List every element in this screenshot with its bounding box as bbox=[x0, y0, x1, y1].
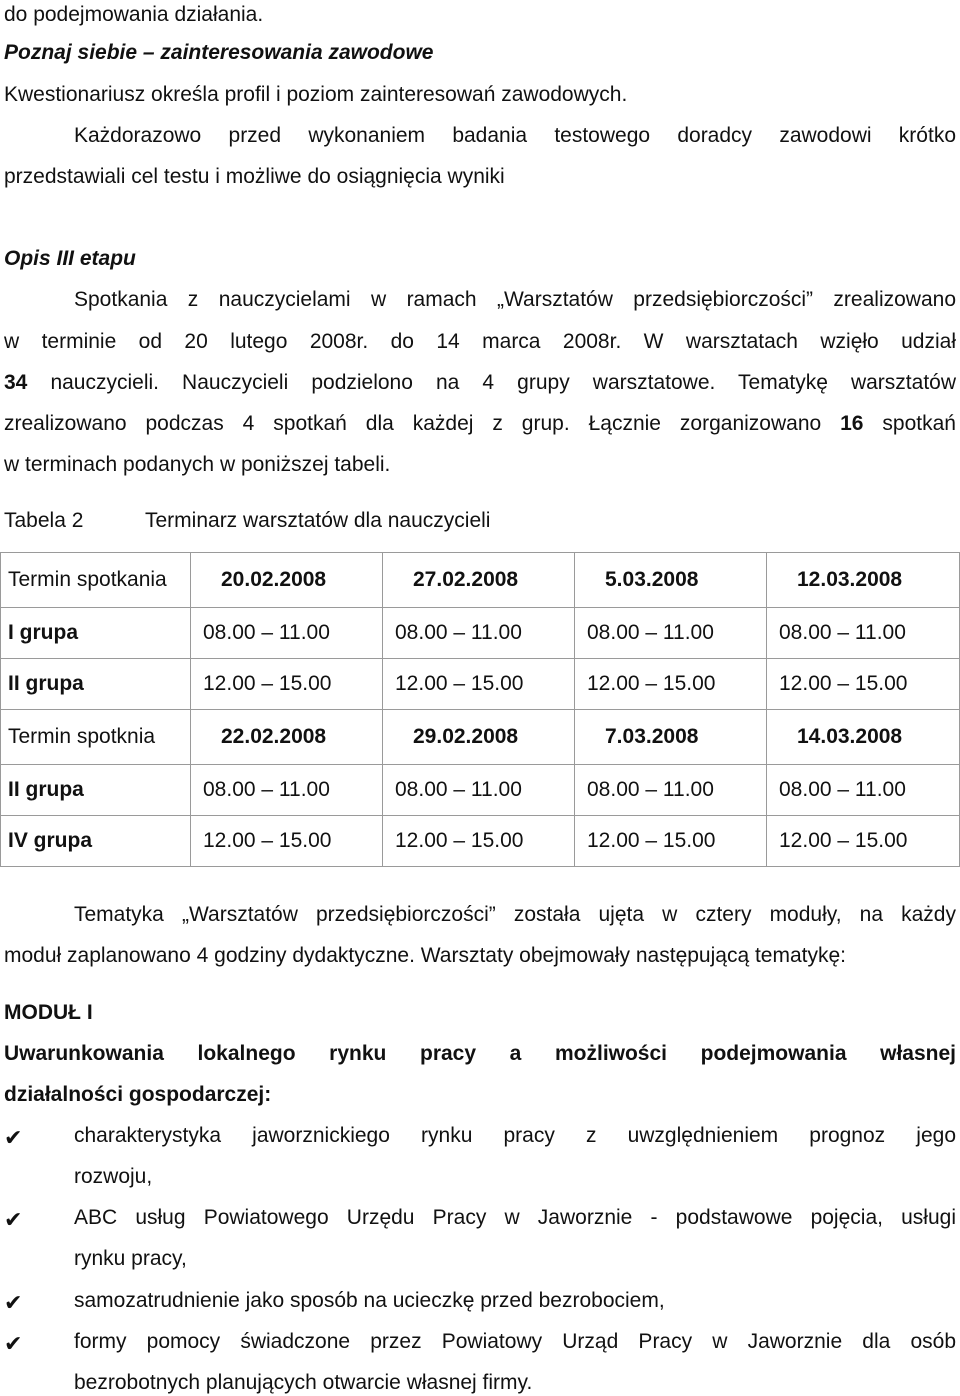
time-cell: 08.00 – 11.00 bbox=[767, 765, 960, 816]
schedule-table bbox=[0, 552, 960, 867]
time-cell: 12.00 – 15.00 bbox=[383, 816, 575, 867]
section-heading-poznaj-siebie: Poznaj siebie – zainteresowania zawodowe bbox=[4, 41, 434, 64]
meeting-count: 16 bbox=[840, 412, 864, 435]
paragraph-line: Tematyka „Warsztatów przedsiębiorczości” została ujęta w cztery moduły, na każdy bbox=[74, 903, 956, 926]
table-row bbox=[1, 816, 960, 867]
time-cell: 12.00 – 15.00 bbox=[383, 659, 575, 710]
text-line: Kwestionariusz określa profil i poziom zainteresowań zawodowych. bbox=[4, 83, 628, 106]
time-cell: 08.00 – 11.00 bbox=[383, 765, 575, 816]
paragraph-line bbox=[4, 370, 956, 396]
time-cell: 12.00 – 15.00 bbox=[191, 659, 383, 710]
bullet-item-text: bezrobotnych planujących otwarcie własnej firmy. bbox=[74, 1371, 533, 1394]
section-heading-etap-3: Opis III etapu bbox=[4, 247, 136, 270]
paragraph-line: w terminach podanych w poniższej tabeli. bbox=[4, 453, 391, 476]
module-title-line: działalności gospodarczej: bbox=[4, 1083, 272, 1106]
paragraph-text: spotkań bbox=[882, 412, 956, 435]
date-cell: 22.02.2008 bbox=[191, 710, 383, 765]
check-bullet-icon: ✔ bbox=[4, 1290, 23, 1315]
date-cell: 14.03.2008 bbox=[767, 710, 960, 765]
check-bullet-icon: ✔ bbox=[4, 1331, 23, 1356]
time-cell: 12.00 – 15.00 bbox=[575, 816, 767, 867]
paragraph-line: w terminie od 20 lutego 2008r. do 14 marca 2008r. W warsztatach wzięło udział bbox=[4, 330, 956, 353]
module-title-line: Uwarunkowania lokalnego rynku pracy a możliwości podejmowania własnej bbox=[4, 1042, 956, 1065]
bullet-item-text: ABC usług Powiatowego Urzędu Pracy w Jaworznie - podstawowe pojęcia, usługi bbox=[74, 1206, 956, 1229]
time-cell: 12.00 – 15.00 bbox=[767, 659, 960, 710]
bullet-item-text: rozwoju, bbox=[74, 1165, 153, 1188]
time-cell: 08.00 – 11.00 bbox=[383, 608, 575, 659]
table-caption-label: Tabela 2 bbox=[4, 509, 84, 532]
time-cell: 08.00 – 11.00 bbox=[191, 608, 383, 659]
table-row bbox=[1, 659, 960, 710]
time-cell: 12.00 – 15.00 bbox=[767, 816, 960, 867]
paragraph-line bbox=[4, 411, 956, 437]
paragraph-text: nauczycieli. Nauczycieli podzielono na 4 grupy warsztatowe. Tematykę warsztatów bbox=[50, 371, 956, 394]
check-bullet-icon: ✔ bbox=[4, 1207, 23, 1232]
time-cell: 08.00 – 11.00 bbox=[767, 608, 960, 659]
date-cell: 7.03.2008 bbox=[575, 710, 767, 765]
check-bullet-icon: ✔ bbox=[4, 1125, 23, 1150]
module-heading: MODUŁ I bbox=[4, 1001, 93, 1024]
bullet-item-text: formy pomocy świadczone przez Powiatowy Urząd Pracy w Jaworznie dla osób bbox=[74, 1330, 956, 1353]
date-cell: 20.02.2008 bbox=[191, 553, 383, 608]
date-cell: 29.02.2008 bbox=[383, 710, 575, 765]
bullet-item-text: rynku pracy, bbox=[74, 1247, 187, 1270]
schedule-table-body bbox=[1, 553, 960, 867]
table-row bbox=[1, 608, 960, 659]
text-line: do podejmowania działania. bbox=[4, 3, 264, 26]
table-header-row bbox=[1, 710, 960, 765]
paragraph-text: zrealizowano podczas 4 spotkań dla każdej z grup. Łącznie zorganizowano bbox=[4, 412, 822, 435]
teacher-count: 34 bbox=[4, 371, 28, 394]
row-label-cell: I grupa bbox=[1, 608, 191, 659]
table-row bbox=[1, 765, 960, 816]
row-label-cell: II grupa bbox=[1, 765, 191, 816]
date-cell: 5.03.2008 bbox=[575, 553, 767, 608]
date-cell: 12.03.2008 bbox=[767, 553, 960, 608]
time-cell: 12.00 – 15.00 bbox=[575, 659, 767, 710]
time-cell: 12.00 – 15.00 bbox=[191, 816, 383, 867]
paragraph-line: Spotkania z nauczycielami w ramach „Warsztatów przedsiębiorczości” zrealizowano bbox=[74, 288, 956, 311]
row-label-cell: II grupa bbox=[1, 659, 191, 710]
paragraph-line: moduł zaplanowano 4 godziny dydaktyczne. Warsztaty obejmowały następującą tematykę: bbox=[4, 944, 846, 967]
paragraph-line: Każdorazowo przed wykonaniem badania testowego doradcy zawodowi krótko bbox=[74, 124, 956, 147]
time-cell: 08.00 – 11.00 bbox=[575, 608, 767, 659]
row-label-cell: IV grupa bbox=[1, 816, 191, 867]
date-cell: 27.02.2008 bbox=[383, 553, 575, 608]
table-header-row bbox=[1, 553, 960, 608]
bullet-item-text: samozatrudnienie jako sposób na ucieczkę przed bezrobociem, bbox=[74, 1289, 665, 1312]
table-caption-title: Terminarz warsztatów dla nauczycieli bbox=[145, 509, 491, 532]
bullet-item-text: charakterystyka jaworznickiego rynku pracy z uwzględnieniem prognoz jego bbox=[74, 1124, 956, 1147]
time-cell: 08.00 – 11.00 bbox=[191, 765, 383, 816]
row-label-cell: Termin spotkania bbox=[1, 553, 191, 608]
time-cell: 08.00 – 11.00 bbox=[575, 765, 767, 816]
row-label-cell: Termin spotknia bbox=[1, 710, 191, 765]
paragraph-line: przedstawiali cel testu i możliwe do osiągnięcia wyniki bbox=[4, 165, 505, 188]
